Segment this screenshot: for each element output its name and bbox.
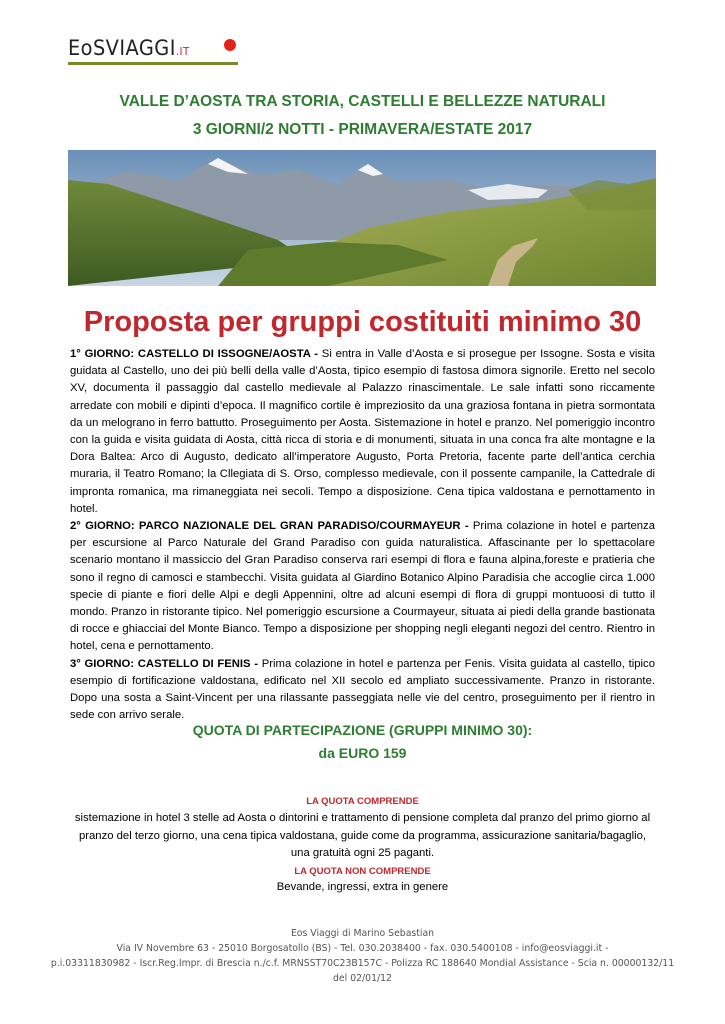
quota-comprende-text: sistemazione in hotel 3 stelle ad Aosta o dintorini e trattamento di pensione completa dal pranzo del primo giorno al pranzo del terzo giorno, una cena tipica valdostana, guide come da programma, assicurazione sanitaria/bagaglio, una gratuità ogni 25 paganti. xyxy=(74,812,651,859)
eosviaggi-logo xyxy=(68,36,243,70)
footer-registration: p.i.03311830982 - Iscr.Reg.Impr. di Brescia n./c.f. MRNSST70C23B157C - Polizza RC 188640 Mondial Assistance - Scia n. 00000132/11 xyxy=(50,958,675,969)
day-3-label: 3° GIORNO: CASTELLO DI FENIS - xyxy=(70,657,262,670)
quota-heading: QUOTA DI PARTECIPAZIONE (GRUPPI MINIMO 30): xyxy=(192,722,533,738)
quota-non-comprende-text: Bevande, ingressi, extra in genere xyxy=(276,881,449,893)
page-heading: Proposta per gruppi costituiti minimo 30 xyxy=(83,306,642,338)
day-2-paragraph xyxy=(70,518,655,656)
logo-text: EoSVIAGGI xyxy=(68,36,176,60)
footer-date: del 02/01/12 xyxy=(333,973,392,984)
quota-comprende-heading: LA QUOTA COMPRENDE xyxy=(306,796,419,807)
day-1-paragraph xyxy=(70,346,655,518)
day-1-text: Si entra in Valle d’Aosta e si prosegue per Issogne. Sosta e visita guidata al Castello, uno dei più belli della valle d’Aosta, tipico esempio di fastosa dimora signorile. Eretto nel secolo XV, documenta il passaggio dal castello medievale al Palazzo rinascimentale. Le sale infatti sono riccamente arredate con mobili e dipinti d’epoca. Il magnifico cortile è impreziosito da una graziosa fontana in pietra sormontata da un melograno in ferro battutto. Proseguimento per Aosta. Sistemazione in hotel e pranzo. Nel pomeriggio incontro con la guida e visita guidata di Aosta, città ricca di storia e di monumenti, situata in una conca fra alte montagne e la Dora Baltea: Arco di Augusto, dedicato all’imperatore Augusto, Porta Pretoria, facente parte dell’antica cerchia muraria, il Teatro Romano; la Cllegiata di S. Orso, complesso medievale, con il possente campanile, la Cattedrale di impronta romanica, ma rimaneggiata nei secoli. Tempo a disposizione. Cena tipica valdostana e pernottamento in hotel. xyxy=(70,348,655,515)
day-1-label: 1° GIORNO: CASTELLO DI ISSOGNE/AOSTA - xyxy=(70,348,322,360)
quota-price: da EURO 159 xyxy=(318,745,407,761)
day-3-text: Prima colazione in hotel e partenza per Fenis. Visita guidata al castello, tipico esempio di fortificazione valdostana, edificato nel XII secolo ed ampliato successivamente. Pranzo in ristorante. Dopo una sosta a Saint-Vincent per una rilassante passeggiata nelle vie del centro, proseguimento per il rientro in sede con arrivo serale. xyxy=(70,657,655,722)
mountain-landscape-image xyxy=(68,150,656,286)
title-line-1: VALLE D’AOSTA TRA STORIA, CASTELLI E BELLEZZE NATURALI xyxy=(119,93,606,110)
title-line-2: 3 GIORNI/2 NOTTI - PRIMAVERA/ESTATE 2017 xyxy=(192,121,533,138)
footer-company: Eos Viaggi di Marino Sebastian xyxy=(290,928,435,939)
logo-red-dot xyxy=(224,39,236,51)
logo-suffix: .IT xyxy=(175,45,190,58)
day-3-paragraph xyxy=(70,656,655,725)
day-2-text: Prima colazione in hotel e partenza per escursione al Parco Naturale del Grand Paradiso con guida naturalistica. Affascinante per lo spettacolare scenario montano il massiccio del Gran Paradiso conserva rari esempi di flora e fauna alpina,foreste e pratieria che sono il regno di camosci e stambecchi. Visita guidata al Giardino Botanico Alpino Paradisia che accoglie circa 1.000 specie di piante e fiori delle Alpi e degli Appennini, oltre ad alcuni esempi di flora di gruppi montuoosi di tutto il mondo. Pranzo in ristorante tipico. Nel pomeriggio escursione a Courmayeur, situata ai piedi della grande bastionata di rocce e ghiacciai del Monte Bianco. Tempo a disposizione per shopping negli eleganti negozi del centro. Rientro in hotel, cena e pernottamento. xyxy=(70,520,655,653)
quota-non-comprende-heading: LA QUOTA NON COMPRENDE xyxy=(294,866,431,877)
itinerary-body xyxy=(70,346,655,724)
landscape-illustration xyxy=(68,150,656,286)
day-2-label: 2° GIORNO: PARCO NAZIONALE DEL GRAN PARADISO/COURMAYEUR - xyxy=(70,520,473,533)
footer-address: Via IV Novembre 63 - 25010 Borgosatollo (BS) - Tel. 030.2038400 - fax. 030.5400108 - info@eosviaggi.it - xyxy=(116,943,609,954)
logo-underline xyxy=(68,62,238,65)
